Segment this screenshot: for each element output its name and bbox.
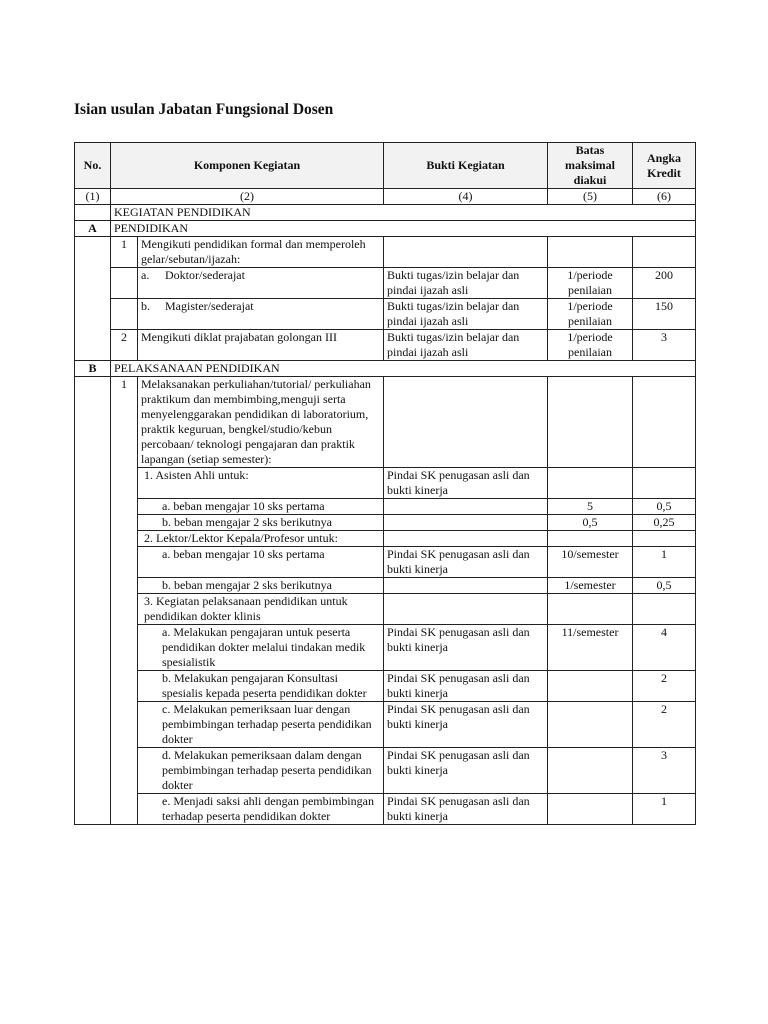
col-num-6: (6) (633, 189, 696, 205)
item-number: 1 (111, 237, 138, 268)
item-text: Melaksanakan perkuliahan/tutorial/ perkuliahan praktikum dan membimbing,menguji serta menyelenggarakan pendidikan di laboratorium, praktik keguruan, bengkel/studio/kebun percobaan/ teknologi pengajaran dan praktik lapangan (setiap semester): (138, 377, 384, 468)
table-row (75, 237, 696, 268)
col-num-2: (2) (111, 189, 384, 205)
item-text (138, 268, 384, 299)
table-row (75, 499, 696, 515)
item-letter: b. (141, 299, 150, 313)
col-num-1: (1) (75, 189, 111, 205)
item-batas: 1/periode penilaian (548, 268, 633, 299)
item-text: 1. Asisten Ahli untuk: (138, 468, 384, 499)
section-row (75, 205, 696, 221)
item-batas: 0,5 (548, 515, 633, 531)
header-komponen: Komponen Kegiatan (111, 143, 384, 189)
section-title: KEGIATAN PENDIDIKAN (111, 205, 696, 221)
item-text: a. beban mengajar 10 sks pertama (138, 499, 384, 515)
item-letter: a. (141, 268, 150, 282)
section-b-label: PELAKSANAAN PENDIDIKAN (111, 361, 696, 377)
item-angka: 0,25 (633, 515, 696, 531)
item-text: 2. Lektor/Lektor Kepala/Profesor untuk: (138, 531, 384, 547)
item-batas: 1/periode penilaian (548, 330, 633, 361)
item-bukti: Pindai SK penugasan asli dan bukti kinerja (384, 547, 548, 578)
item-angka: 0,5 (633, 578, 696, 594)
item-angka: 1 (633, 794, 696, 825)
item-bukti: Pindai SK penugasan asli dan bukti kinerja (384, 468, 548, 499)
item-bukti: Pindai SK penugasan asli dan bukti kinerja (384, 702, 548, 748)
item-bukti: Bukti tugas/izin belajar dan pindai ijazah asli (384, 268, 548, 299)
item-bukti: Bukti tugas/izin belajar dan pindai ijazah asli (384, 330, 548, 361)
item-angka: 2 (633, 671, 696, 702)
table-row (75, 377, 696, 468)
item-text: a. Melakukan pengajaran untuk peserta pendidikan dokter melalui tindakan medik spesialistik (138, 625, 384, 671)
item-number-text: 1 (121, 377, 127, 391)
column-number-row (75, 189, 696, 205)
section-a-label: PENDIDIKAN (111, 221, 696, 237)
table-row (75, 299, 696, 330)
item-text (138, 299, 384, 330)
item-text: b. beban mengajar 2 sks berikutnya (138, 578, 384, 594)
section-b-letter: B (75, 361, 111, 377)
item-batas: 10/semester (548, 547, 633, 578)
item-text: c. Melakukan pemeriksaan luar dengan pembimbingan terhadap peserta pendidikan dokter (138, 702, 384, 748)
col-num-5: (5) (548, 189, 633, 205)
credit-table (74, 142, 695, 825)
item-text: b. Melakukan pengajaran Konsultasi spesialis kepada peserta pendidikan dokter (138, 671, 384, 702)
item-batas: 1/periode penilaian (548, 299, 633, 330)
item-label: Magister/sederajat (165, 299, 254, 313)
section-a-row (75, 221, 696, 237)
item-text: b. beban mengajar 2 sks berikutnya (138, 515, 384, 531)
item-angka: 0,5 (633, 499, 696, 515)
item-angka: 3 (633, 748, 696, 794)
document-title: Isian usulan Jabatan Fungsional Dosen (74, 101, 334, 118)
item-angka: 150 (633, 299, 696, 330)
header-batas: Batas maksimal diakui (548, 143, 633, 189)
table-row (75, 468, 696, 499)
item-bukti: Pindai SK penugasan asli dan bukti kinerja (384, 625, 548, 671)
item-text: Mengikuti diklat prajabatan golongan III (138, 330, 384, 361)
table-row (75, 268, 696, 299)
item-bukti: Pindai SK penugasan asli dan bukti kinerja (384, 671, 548, 702)
item-batas: 1/semester (548, 578, 633, 594)
item-text: d. Melakukan pemeriksaan dalam dengan pembimbingan terhadap peserta pendidikan dokter (138, 748, 384, 794)
item-number (111, 377, 138, 825)
table-row (75, 330, 696, 361)
table-row (75, 547, 696, 578)
table-row (75, 625, 696, 671)
item-text: 3. Kegiatan pelaksanaan pendidikan untuk pendidikan dokter klinis (138, 594, 384, 625)
item-text: Mengikuti pendidikan formal dan memperoleh gelar/sebutan/ijazah: (138, 237, 384, 268)
item-bukti: Bukti tugas/izin belajar dan pindai ijazah asli (384, 299, 548, 330)
header-angka: Angka Kredit (633, 143, 696, 189)
item-angka: 2 (633, 702, 696, 748)
item-angka: 200 (633, 268, 696, 299)
item-number: 2 (111, 330, 138, 361)
item-label: Doktor/sederajat (165, 268, 245, 282)
header-no: No. (75, 143, 111, 189)
item-bukti: Pindai SK penugasan asli dan bukti kinerja (384, 794, 548, 825)
item-angka: 3 (633, 330, 696, 361)
section-b-row (75, 361, 696, 377)
col-num-4: (4) (384, 189, 548, 205)
table-row (75, 748, 696, 794)
table-row (75, 671, 696, 702)
table-row (75, 515, 696, 531)
item-angka: 1 (633, 547, 696, 578)
item-text: a. beban mengajar 10 sks pertama (138, 547, 384, 578)
table-row (75, 594, 696, 625)
item-batas: 5 (548, 499, 633, 515)
header-bukti: Bukti Kegiatan (384, 143, 548, 189)
item-batas: 11/semester (548, 625, 633, 671)
table-row (75, 578, 696, 594)
table-row (75, 794, 696, 825)
table-row (75, 531, 696, 547)
section-a-letter: A (75, 221, 111, 237)
item-text: e. Menjadi saksi ahli dengan pembimbingan terhadap peserta pendidikan dokter (138, 794, 384, 825)
table-row (75, 702, 696, 748)
item-bukti: Pindai SK penugasan asli dan bukti kinerja (384, 748, 548, 794)
item-angka: 4 (633, 625, 696, 671)
